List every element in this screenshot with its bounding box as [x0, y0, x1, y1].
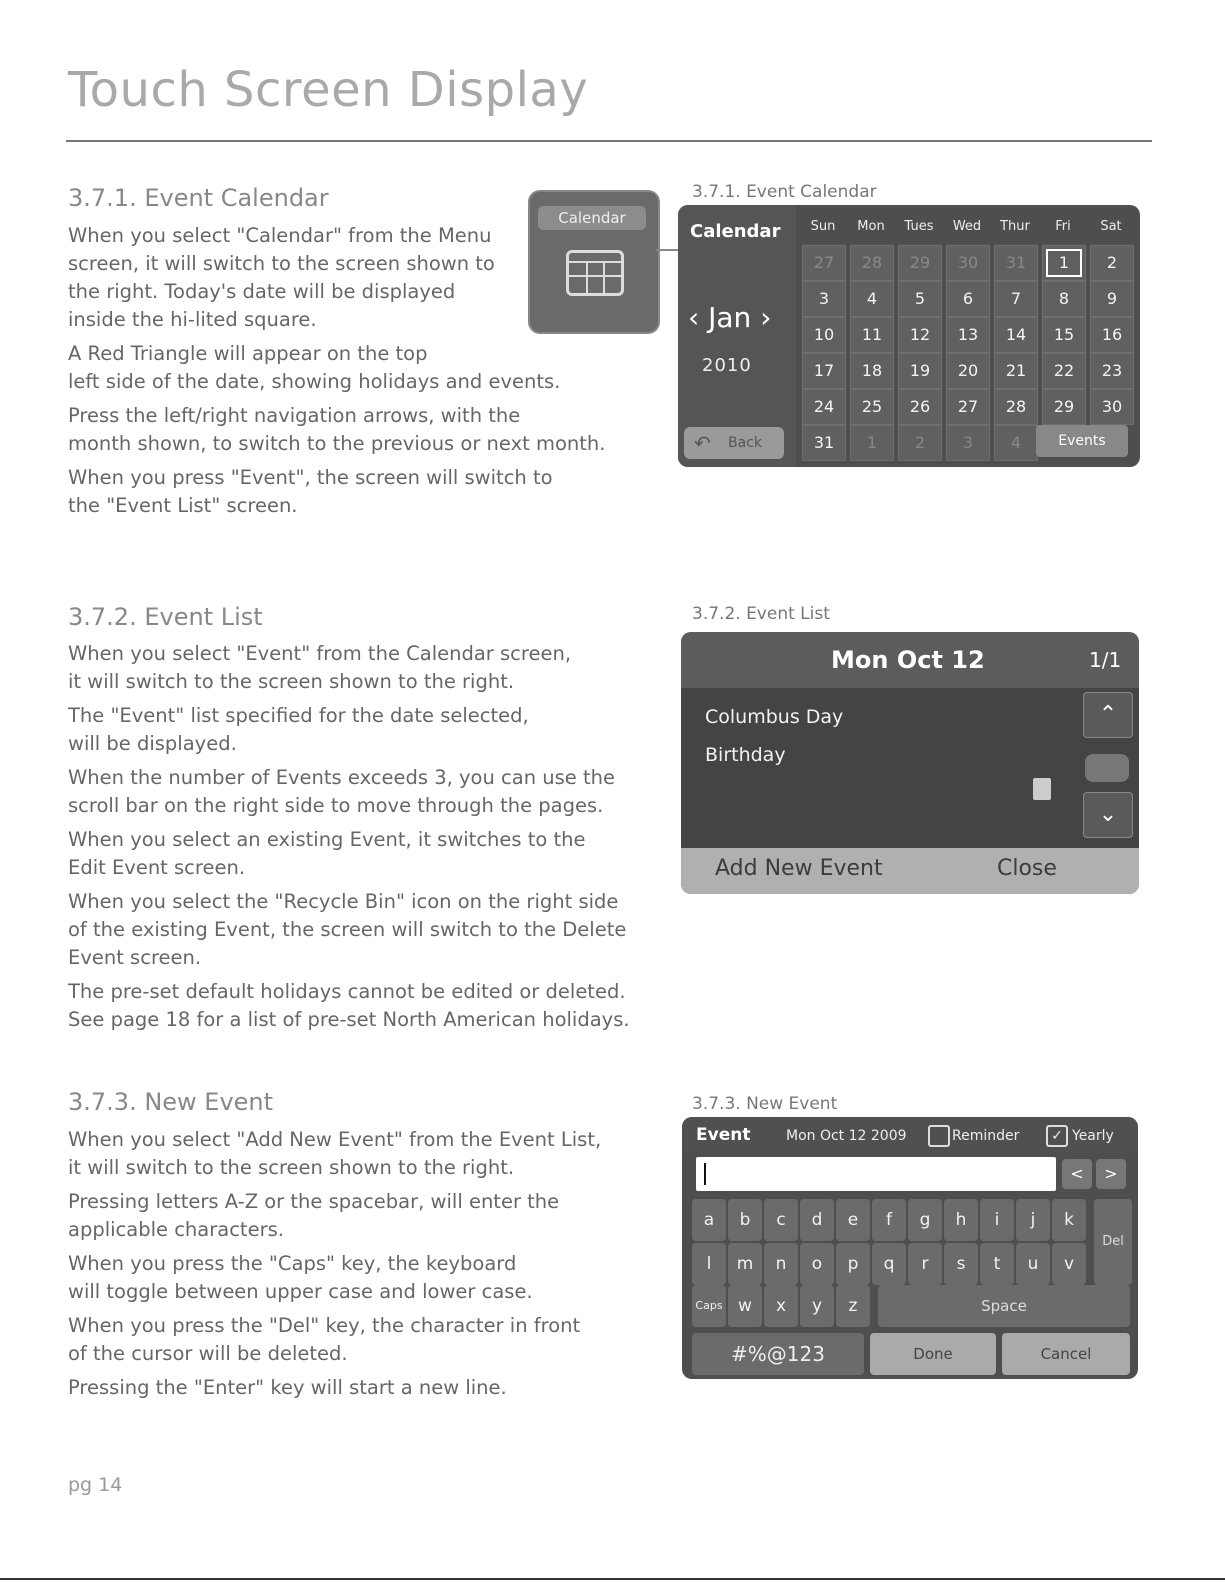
calendar-day-cell[interactable]: 29: [898, 245, 942, 281]
calendar-day-cell[interactable]: 29: [1042, 389, 1086, 425]
del-key[interactable]: Del: [1094, 1199, 1132, 1285]
section-text-event-calendar: [68, 222, 608, 520]
title-divider: [66, 140, 1152, 142]
calendar-menu-button[interactable]: [528, 190, 660, 334]
calendar-screen: [678, 205, 1140, 467]
text-line: will be displayed.: [68, 732, 237, 755]
letter-key[interactable]: k: [1052, 1199, 1086, 1241]
connector-line: [656, 249, 680, 251]
text-line: Edit Event screen.: [68, 856, 246, 879]
event-list-screen: [681, 632, 1139, 894]
figure-caption-event-list: 3.7.2. Event List: [692, 604, 830, 624]
text-line: applicable characters.: [68, 1218, 284, 1241]
calendar-icon: [566, 250, 624, 296]
text-line: When you press "Event", the screen will switch to: [68, 466, 553, 489]
calendar-day-cell[interactable]: 18: [850, 353, 894, 389]
cursor-left-button[interactable]: [1062, 1159, 1092, 1189]
letter-key[interactable]: q: [872, 1243, 906, 1285]
letter-key[interactable]: c: [764, 1199, 798, 1241]
text-line: When you select "Add New Event" from the Event List,: [68, 1128, 602, 1151]
chevron-up-icon: ⌃: [1098, 702, 1118, 727]
events-button[interactable]: Events: [1036, 425, 1128, 457]
calendar-day-cell[interactable]: 4: [994, 425, 1038, 461]
symbols-key[interactable]: #%@123: [692, 1333, 864, 1375]
chevron-left-icon[interactable]: ‹: [688, 301, 700, 334]
text-line: A Red Triangle will appear on the top: [68, 342, 428, 365]
calendar-day-cell[interactable]: 23: [1090, 353, 1134, 389]
letter-key[interactable]: t: [980, 1243, 1014, 1285]
calendar-day-cell[interactable]: 27: [946, 389, 990, 425]
calendar-day-cell[interactable]: 31: [802, 425, 846, 461]
calendar-day-cell[interactable]: 12: [898, 317, 942, 353]
month-navigator[interactable]: [688, 301, 771, 334]
back-arrow-icon: ↶: [694, 431, 711, 455]
reminder-label: Reminder: [952, 1128, 1020, 1144]
calendar-day-cell[interactable]: 2: [1090, 245, 1134, 281]
cursor-right-button[interactable]: [1096, 1159, 1126, 1189]
letter-key[interactable]: j: [1016, 1199, 1050, 1241]
figure-caption-new-event: 3.7.3. New Event: [692, 1094, 838, 1114]
page-title: Touch Screen Display: [68, 62, 589, 118]
calendar-day-cell[interactable]: 28: [994, 389, 1038, 425]
day-of-week-header: Fri: [1055, 219, 1071, 234]
calendar-day-cell[interactable]: 20: [946, 353, 990, 389]
chevron-down-icon: ⌄: [1098, 802, 1118, 827]
text-line: When the number of Events exceeds 3, you can use the: [68, 766, 615, 789]
letter-key[interactable]: a: [692, 1199, 726, 1241]
letter-key[interactable]: h: [944, 1199, 978, 1241]
text-line: the right. Today's date will be displayed: [68, 280, 456, 303]
calendar-day-cell[interactable]: 21: [994, 353, 1038, 389]
calendar-sidebar: [678, 205, 796, 467]
scroll-up-button[interactable]: [1083, 692, 1133, 738]
reminder-checkbox[interactable]: [928, 1125, 950, 1147]
section-text-new-event: [68, 1126, 628, 1402]
day-of-week-header: Thur: [1000, 219, 1030, 234]
calendar-day-cell[interactable]: 2: [898, 425, 942, 461]
day-of-week-header: Sat: [1100, 219, 1122, 234]
letter-key[interactable]: g: [908, 1199, 942, 1241]
calendar-day-cell[interactable]: 31: [994, 245, 1038, 281]
section-heading-new-event: 3.7.3. New Event: [68, 1088, 274, 1116]
calendar-day-cell[interactable]: 3: [946, 425, 990, 461]
text-line: left side of the date, showing holidays and events.: [68, 370, 561, 393]
text-line: The "Event" list specified for the date selected,: [68, 704, 529, 727]
text-line: screen, it will switch to the screen shown to: [68, 252, 495, 275]
bottom-divider: [0, 1578, 1225, 1580]
checkmark-icon: ✓: [1051, 1128, 1063, 1144]
letter-key[interactable]: w: [728, 1285, 762, 1327]
text-cursor: [704, 1163, 706, 1185]
day-of-week-header: Tues: [904, 219, 934, 234]
calendar-day-cell[interactable]: 26: [898, 389, 942, 425]
page-number: pg 14: [68, 1474, 123, 1496]
new-event-header: [682, 1117, 1138, 1153]
text-line: When you select the "Recycle Bin" icon on the right side: [68, 890, 619, 913]
calendar-day-cell[interactable]: 19: [898, 353, 942, 389]
letter-key[interactable]: f: [872, 1199, 906, 1241]
letter-key[interactable]: y: [800, 1285, 834, 1327]
calendar-day-cell[interactable]: 13: [946, 317, 990, 353]
text-line: scroll bar on the right side to move through the pages.: [68, 794, 604, 817]
calendar-day-cell[interactable]: 1: [850, 425, 894, 461]
event-text-input[interactable]: [696, 1157, 1056, 1191]
letter-key[interactable]: o: [800, 1243, 834, 1285]
calendar-day-cell[interactable]: 9: [1090, 281, 1134, 317]
letter-key[interactable]: d: [800, 1199, 834, 1241]
event-list-date: Mon Oct 12: [831, 646, 985, 674]
text-line: When you press the "Del" key, the character in front: [68, 1314, 581, 1337]
yearly-checkbox[interactable]: [1046, 1125, 1068, 1147]
recycle-bin-icon[interactable]: [1033, 778, 1051, 800]
letter-key[interactable]: s: [944, 1243, 978, 1285]
new-event-title: Event: [696, 1125, 751, 1145]
event-list-header: [681, 632, 1139, 688]
calendar-day-cell[interactable]: 11: [850, 317, 894, 353]
day-of-week-header: Wed: [952, 219, 982, 234]
calendar-menu-label: Calendar: [538, 206, 646, 230]
text-line: When you press the "Caps" key, the keyboard: [68, 1252, 517, 1275]
letter-key[interactable]: r: [908, 1243, 942, 1285]
calendar-title: Calendar: [690, 221, 781, 242]
calendar-day-cell[interactable]: 28: [850, 245, 894, 281]
done-button[interactable]: Done: [870, 1333, 996, 1375]
section-heading-event-list: 3.7.2. Event List: [68, 603, 263, 631]
day-of-week-header: Mon: [857, 219, 885, 234]
calendar-day-cell[interactable]: 6: [946, 281, 990, 317]
text-line: Event screen.: [68, 946, 202, 969]
text-line: The pre-set default holidays cannot be edited or deleted.: [68, 980, 626, 1003]
month-label: Jan: [708, 301, 752, 334]
letter-key[interactable]: b: [728, 1199, 762, 1241]
chevron-right-icon[interactable]: ›: [760, 301, 772, 334]
letter-key[interactable]: z: [836, 1285, 870, 1327]
event-item-birthday[interactable]: Birthday: [705, 744, 786, 766]
calendar-day-cell[interactable]: 4: [850, 281, 894, 317]
close-button[interactable]: Close: [997, 856, 1057, 881]
yearly-label: Yearly: [1072, 1128, 1114, 1144]
add-new-event-button[interactable]: Add New Event: [715, 856, 883, 881]
letter-key[interactable]: l: [692, 1243, 726, 1285]
text-line: inside the hi-lited square.: [68, 308, 317, 331]
calendar-day-cell[interactable]: 22: [1042, 353, 1086, 389]
text-line: of the existing Event, the screen will switch to the Delete: [68, 918, 627, 941]
calendar-day-cell[interactable]: 25: [850, 389, 894, 425]
text-line: Pressing the "Enter" key will start a new line.: [68, 1376, 507, 1399]
cancel-button[interactable]: Cancel: [1002, 1333, 1130, 1375]
text-line: month shown, to switch to the previous or next month.: [68, 432, 606, 455]
event-list-body: [681, 688, 1139, 848]
event-list-page: 1/1: [1089, 648, 1122, 672]
letter-key[interactable]: i: [980, 1199, 1014, 1241]
calendar-day-cell[interactable]: 14: [994, 317, 1038, 353]
section-text-event-list: [68, 640, 668, 1034]
calendar-day-cell[interactable]: 10: [802, 317, 846, 353]
text-line: When you select "Event" from the Calendar screen,: [68, 642, 572, 665]
calendar-day-cell[interactable]: 8: [1042, 281, 1086, 317]
text-line: the "Event List" screen.: [68, 494, 298, 517]
event-list-footer: [681, 848, 1139, 894]
text-line: Press the left/right navigation arrows, with the: [68, 404, 521, 427]
letter-key[interactable]: v: [1052, 1243, 1086, 1285]
text-line: it will switch to the screen shown to the right.: [68, 670, 515, 693]
back-button[interactable]: [684, 427, 784, 459]
calendar-day-cell[interactable]: 15: [1042, 317, 1086, 353]
letter-key[interactable]: m: [728, 1243, 762, 1285]
chevron-right-icon: >: [1104, 1164, 1118, 1183]
text-line: will toggle between upper case and lower case.: [68, 1280, 533, 1303]
year-label: 2010: [702, 355, 752, 376]
day-of-week-header: Sun: [810, 219, 836, 234]
text-line: it will switch to the screen shown to the right.: [68, 1156, 515, 1179]
figure-caption-event-calendar: 3.7.1. Event Calendar: [692, 182, 877, 202]
scroll-down-button[interactable]: [1083, 792, 1133, 838]
text-line: of the cursor will be deleted.: [68, 1342, 348, 1365]
calendar-day-cell[interactable]: 5: [898, 281, 942, 317]
new-event-screen: [682, 1117, 1138, 1379]
calendar-day-cell[interactable]: 30: [1090, 389, 1134, 425]
calendar-day-cell[interactable]: 17: [802, 353, 846, 389]
text-line: When you select an existing Event, it switches to the: [68, 828, 586, 851]
letter-key[interactable]: u: [1016, 1243, 1050, 1285]
calendar-day-cell[interactable]: 7: [994, 281, 1038, 317]
calendar-day-cell[interactable]: 30: [946, 245, 990, 281]
letter-key[interactable]: x: [764, 1285, 798, 1327]
letter-key[interactable]: e: [836, 1199, 870, 1241]
text-line: See page 18 for a list of pre-set North American holidays.: [68, 1008, 630, 1031]
calendar-day-cell[interactable]: 1: [1042, 245, 1086, 281]
calendar-day-cell[interactable]: 27: [802, 245, 846, 281]
new-event-date: Mon Oct 12 2009: [786, 1128, 907, 1144]
calendar-day-cell[interactable]: 24: [802, 389, 846, 425]
back-label: Back: [728, 435, 762, 451]
calendar-day-cell[interactable]: 16: [1090, 317, 1134, 353]
text-line: When you select "Calendar" from the Menu: [68, 224, 492, 247]
letter-key[interactable]: p: [836, 1243, 870, 1285]
calendar-day-cell[interactable]: 3: [802, 281, 846, 317]
section-heading-event-calendar: 3.7.1. Event Calendar: [68, 184, 329, 212]
chevron-left-icon: <: [1070, 1164, 1084, 1183]
event-item-columbus-day[interactable]: Columbus Day: [705, 706, 844, 728]
text-line: Pressing letters A-Z or the spacebar, will enter the: [68, 1190, 560, 1213]
letter-key[interactable]: n: [764, 1243, 798, 1285]
caps-key[interactable]: Caps: [692, 1285, 726, 1327]
scrollbar-thumb[interactable]: [1085, 754, 1129, 782]
space-key[interactable]: Space: [878, 1285, 1130, 1327]
